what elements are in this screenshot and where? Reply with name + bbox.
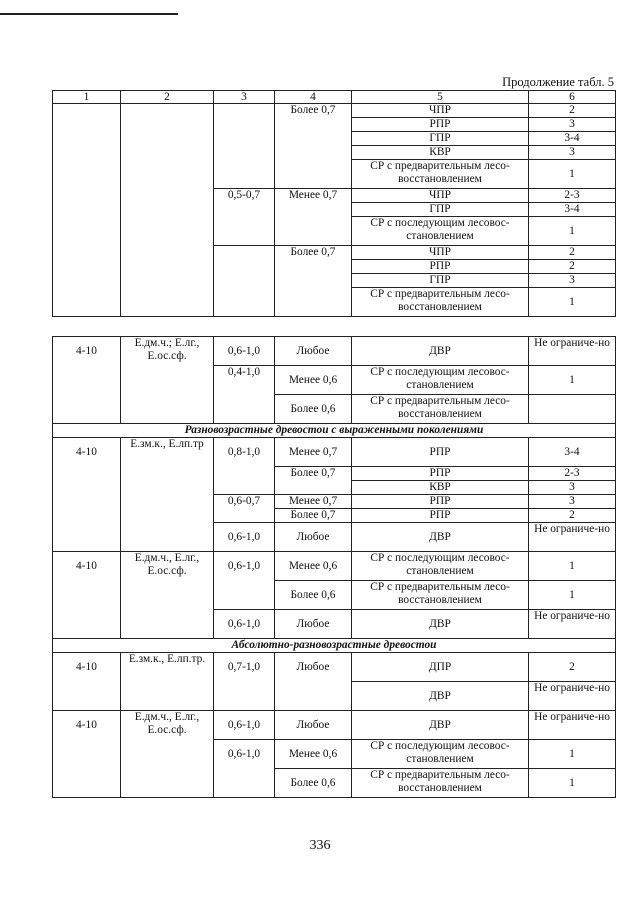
table-cell: 1 [529, 552, 616, 581]
table-cell: 4-10 [53, 337, 121, 424]
table-cell: РПР [352, 118, 529, 132]
section-title: Абсолютно-разновозрастные древостои [53, 639, 616, 653]
table-cell: СР с предварительным лесо-восстановлением [352, 288, 529, 317]
table-cell: РПР [352, 438, 529, 467]
table-cell: Более 0,6 [275, 769, 352, 798]
table-row [53, 438, 616, 467]
table-cell: 1 [529, 288, 616, 317]
table-cell: СР с последующим лесовос-становлением [352, 366, 529, 395]
table-cell: ДВР [352, 337, 529, 366]
table-cell: 4-10 [53, 653, 121, 711]
table-cell: 0,6-1,0 [214, 337, 275, 366]
table-cell: Менее 0,7 [275, 495, 352, 509]
table-cell: Любое [275, 523, 352, 552]
table-cell: 1 [529, 740, 616, 769]
table-cell: СР с последующим лесовос-становлением [352, 217, 529, 246]
table-cell: Не ограниче-но [529, 610, 616, 639]
table-cell: 0,5-0,7 [214, 189, 275, 246]
header-cell: 5 [352, 91, 529, 104]
table-cell: ДПР [352, 653, 529, 682]
table-cell: Любое [275, 337, 352, 366]
table-row [53, 104, 616, 118]
table-cell: 4-10 [53, 552, 121, 639]
table-cell: СР с последующим лесовос-становлением [352, 740, 529, 769]
table-cell: 2 [529, 653, 616, 682]
table-cell: 0,6-1,0 [214, 740, 275, 798]
table-cell: СР с предварительным лесо-восстановлением [352, 581, 529, 610]
table-cell: 0,7-1,0 [214, 653, 275, 711]
table-cell: Любое [275, 610, 352, 639]
table-cell: Не ограниче-но [529, 682, 616, 711]
table-row [53, 337, 616, 366]
table-cell: РПР [352, 260, 529, 274]
table-cell [214, 246, 275, 317]
table-cell: 0,6-1,0 [214, 552, 275, 610]
header-cell: 1 [53, 91, 121, 104]
table-cell: 1 [529, 217, 616, 246]
section-title-row [53, 424, 616, 438]
table-continuation-label: Продолжение табл. 5 [502, 75, 614, 89]
table-cell: Более 0,7 [275, 509, 352, 523]
table-cell: 3 [529, 146, 616, 160]
table-cell: 0,8-1,0 [214, 438, 275, 495]
table-cell [53, 104, 121, 317]
table-cell: Не ограниче-но [529, 337, 616, 366]
table-cell: Любое [275, 711, 352, 740]
table-cell: 2-3 [529, 189, 616, 203]
table-cell: 2 [529, 246, 616, 260]
table-cell: Любое [275, 653, 352, 711]
header-row [53, 91, 616, 104]
header-cell: 3 [214, 91, 275, 104]
table-cell: ЧПР [352, 189, 529, 203]
table-cell: 3 [529, 118, 616, 132]
table-cell: Е.дм.ч.; Е.лг., Е.ос.сф. [121, 337, 214, 424]
table-cell: Более 0,7 [275, 467, 352, 495]
table-cell: 2-3 [529, 467, 616, 481]
table-cell: 0,6-0,7 [214, 495, 275, 523]
table-cell: КВР [352, 146, 529, 160]
table-cell: СР с предварительным лесо-восстановлением [352, 395, 529, 424]
table-cell: 3 [529, 495, 616, 509]
table-cell: Е.дм.ч., Е.лг., Е.ос.сф. [121, 711, 214, 798]
table-cell [214, 104, 275, 189]
table-cell: 4-10 [53, 438, 121, 552]
table-cell: РПР [352, 495, 529, 509]
table-cell: СР с предварительным лесо-восстановлением [352, 160, 529, 189]
table-cell: 2 [529, 260, 616, 274]
forestry-table [52, 90, 616, 317]
table-cell: ЧПР [352, 104, 529, 118]
table-cell: Е.дм.ч., Е.лг., Е.ос.сф. [121, 552, 214, 639]
table-cell: Более 0,7 [275, 246, 352, 317]
table-cell: КВР [352, 481, 529, 495]
table-cell: Более 0,6 [275, 395, 352, 424]
table-cell: 1 [529, 581, 616, 610]
table-cell: 4-10 [53, 711, 121, 798]
table-cell: Более 0,6 [275, 581, 352, 610]
table-cell: Менее 0,7 [275, 189, 352, 246]
table-cell: 3 [529, 274, 616, 288]
table-row [53, 552, 616, 581]
table-cell: 3-4 [529, 132, 616, 146]
table-cell: ДВР [352, 523, 529, 552]
header-cell: 6 [529, 91, 616, 104]
table-row [53, 653, 616, 682]
table-cell: 3-4 [529, 203, 616, 217]
table-cell: ДВР [352, 610, 529, 639]
table-cell: 0,6-1,0 [214, 523, 275, 552]
header-cell: 4 [275, 91, 352, 104]
section-title-row [53, 639, 616, 653]
top-rule [0, 13, 178, 15]
table-cell: ГПР [352, 274, 529, 288]
table-cell: Менее 0,6 [275, 366, 352, 395]
table-cell: Менее 0,6 [275, 552, 352, 581]
table-cell: 0,6-1,0 [214, 711, 275, 740]
table-cell: ДВР [352, 682, 529, 711]
table-cell: 1 [529, 366, 616, 395]
table-cell: ГПР [352, 203, 529, 217]
page-number: 336 [309, 838, 331, 853]
table-cell: Не ограниче-но [529, 523, 616, 552]
table-cell: 1 [529, 160, 616, 189]
table-cell [121, 104, 214, 317]
table-cell: СР с предварительным лесо-восстановлением [352, 769, 529, 798]
table-cell: ГПР [352, 132, 529, 146]
table-cell: 0,4-1,0 [214, 366, 275, 424]
table-cell: 0,6-1,0 [214, 610, 275, 639]
table-cell: ДВР [352, 711, 529, 740]
header-cell: 2 [121, 91, 214, 104]
table-cell: 2 [529, 509, 616, 523]
table-cell: Менее 0,6 [275, 740, 352, 769]
section-title: Разновозрастные древостои с выраженными поколениями [53, 424, 616, 438]
table-cell: Не ограниче-но [529, 711, 616, 740]
table-cell: Менее 0,7 [275, 438, 352, 467]
table-cell: Более 0,7 [275, 104, 352, 189]
table-cell: СР с последующим лесовос-становлением [352, 552, 529, 581]
table-cell [529, 395, 616, 424]
forestry-table-continued [52, 336, 616, 798]
table-cell: 3 [529, 481, 616, 495]
table-cell: Е.зм.к., Е.лп.тр [121, 438, 214, 552]
table-cell: РПР [352, 509, 529, 523]
table-cell: Е.зм.к., Е.лп.тр. [121, 653, 214, 711]
table-cell: 3-4 [529, 438, 616, 467]
table-cell: ЧПР [352, 246, 529, 260]
table-cell: 2 [529, 104, 616, 118]
table-cell: РПР [352, 467, 529, 481]
table-cell: 1 [529, 769, 616, 798]
table-row [53, 711, 616, 740]
